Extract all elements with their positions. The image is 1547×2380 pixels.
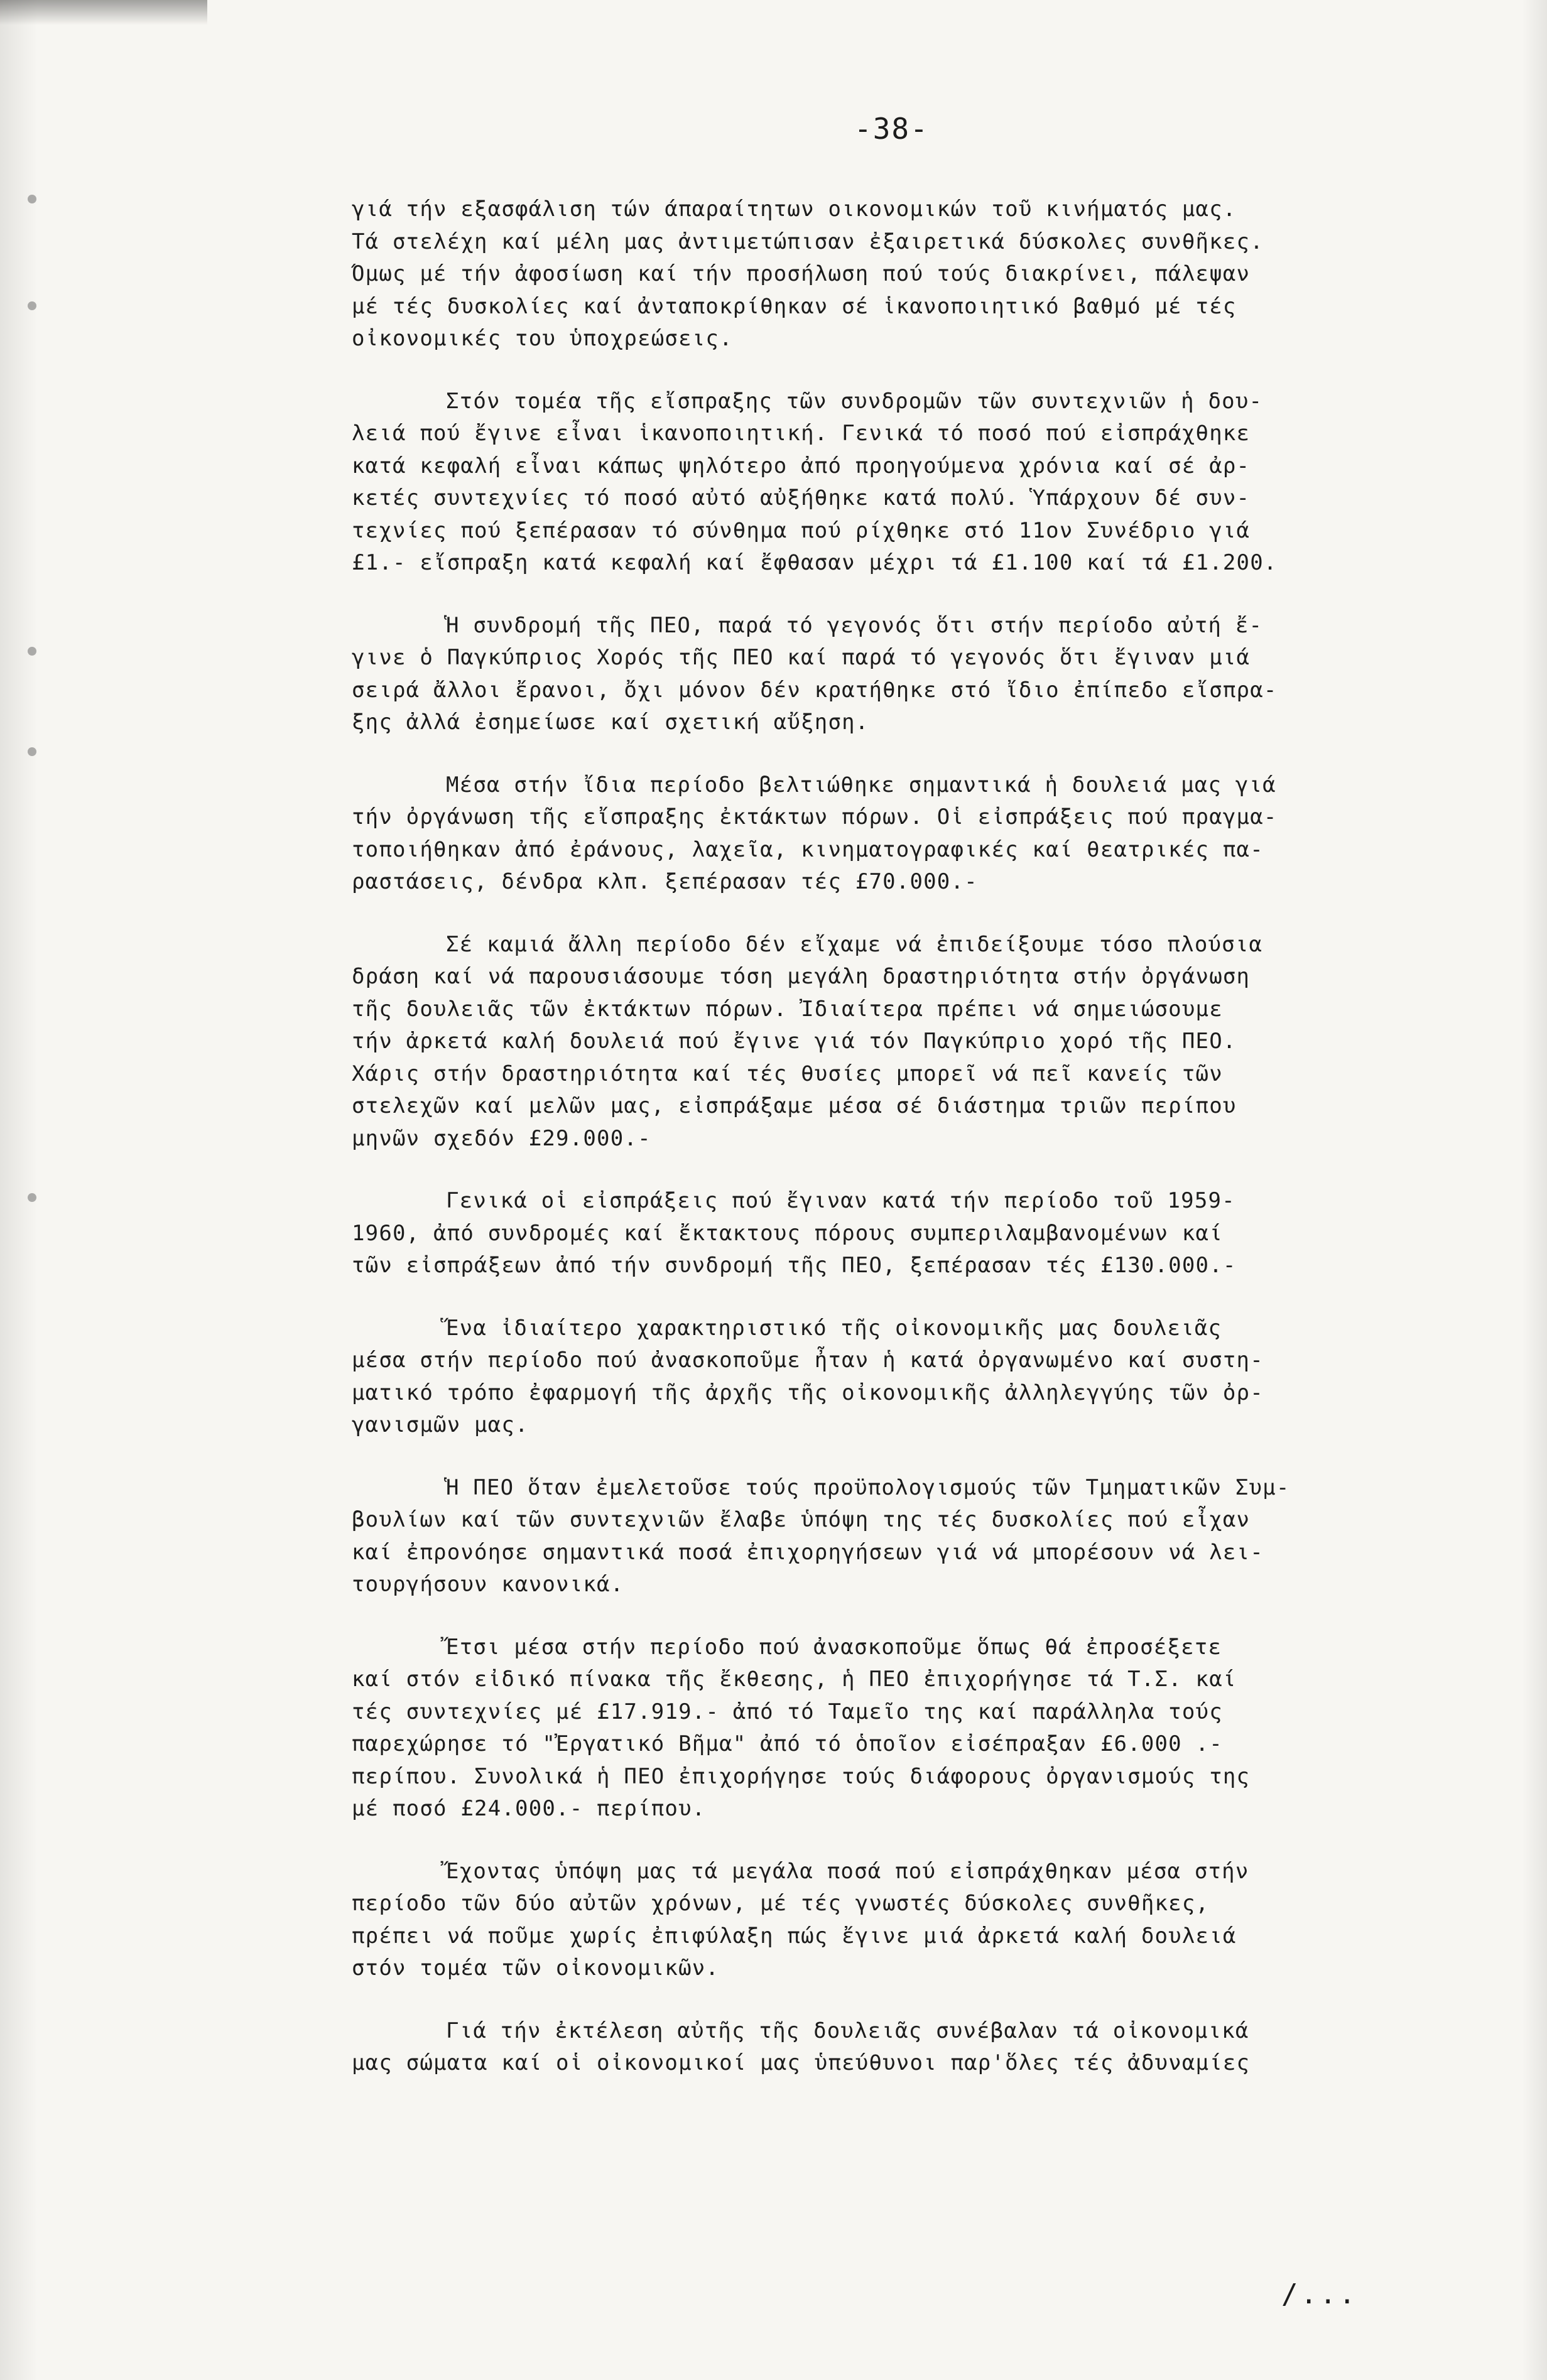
text-line: δράση καί νά παρουσιάσουμε τόση μεγάλη δραστηριότητα στήν ὀργάνωση — [352, 964, 1251, 989]
text-line: οἰκονομικές του ὑποχρεώσεις. — [352, 326, 733, 351]
text-line: Ἕνα ἰδιαίτερο χαρακτηριστικό τῆς οἰκονομικῆς μας δουλειᾶς — [446, 1315, 1222, 1341]
text-line: Γιά τήν ἐκτέλεση αὐτῆς τῆς δουλειᾶς συνέβαλαν τά οἰκονομικά — [446, 2018, 1249, 2043]
text-line: Ἔχοντας ὑπόψη μας τά μεγάλα ποσά πού εἰσπράχθηκαν μέσα στήν — [446, 1858, 1249, 1884]
binder-hole-mark — [28, 747, 36, 756]
text-line: κετές συντεχνίες τό ποσό αὐτό αὐξήθηκε κατά πολύ. Ὑπάρχουν δέ συν- — [352, 485, 1251, 511]
text-line: στελεχῶν καί μελῶν μας, εἰσπράξαμε μέσα σέ διάστημα τριῶν περίπου — [352, 1093, 1237, 1118]
text-line: μηνῶν σχεδόν £29.000.- — [352, 1125, 651, 1151]
text-line: 1960, ἀπό συνδρομές καί ἔκτακτους πόρους συμπεριλαμβανομένων καί — [352, 1220, 1223, 1246]
paragraph — [352, 386, 1482, 580]
text-line: τοποιήθηκαν ἀπό ἐράνους, λαχεῖα, κινηματογραφικές καί θεατρικές πα- — [352, 836, 1264, 862]
document-body — [352, 193, 1482, 2110]
text-line: Όμως μέ τήν ἀφοσίωση καί τήν προσήλωση πού τούς διακρίνει, πάλεψαν — [352, 261, 1251, 286]
page-number: -38- — [854, 112, 929, 146]
text-line: γιά τήν εξασφάλιση τών άπαραίτητων οικονομικών τοῦ κινήματός μας. — [352, 197, 1237, 222]
text-line: Ἔτσι μέσα στήν περίοδο πού ἀνασκοποῦμε ὅπως θά ἐπροσέξετε — [446, 1634, 1222, 1660]
scan-shadow-right — [1522, 0, 1547, 2380]
binder-hole-mark — [28, 301, 36, 310]
text-line: μέ τές δυσκολίες καί ἀνταποκρίθηκαν σέ ἱκανοποιητικό βαθμό μέ τές — [352, 293, 1237, 319]
paragraph — [352, 769, 1482, 899]
continuation-mark: /... — [1281, 2278, 1358, 2310]
text-line: γανισμῶν μας. — [352, 1412, 529, 1437]
scan-shadow-left — [0, 0, 38, 2380]
text-line: γινε ὁ Παγκύπριος Χορός τῆς ΠΕΟ καί παρά τό γεγονός ὅτι ἔγιναν μιά — [352, 645, 1251, 670]
binder-hole-mark — [28, 647, 36, 656]
text-line: Στόν τομέα τῆς εἴσπραξης τῶν συνδρομῶν τῶν συντεχνιῶν ἡ δου- — [446, 388, 1263, 414]
paragraph — [352, 1856, 1482, 1985]
text-line: παρεχώρησε τό "Ἐργατικό Βῆμα" ἀπό τό ὁποῖον εἰσέπραξαν £6.000 .- — [352, 1731, 1223, 1756]
text-line: περίοδο τῶν δύο αὐτῶν χρόνων, μέ τές γνωστές δύσκολες συνθῆκες, — [352, 1891, 1210, 1916]
paragraph — [352, 1185, 1482, 1282]
binder-hole-mark — [28, 195, 36, 203]
text-line: καί στόν εἰδικό πίνακα τῆς ἔκθεσης, ἡ ΠΕΟ ἐπιχορήγησε τά Τ.Σ. καί — [352, 1667, 1237, 1692]
text-line: τουργήσουν κανονικά. — [352, 1572, 624, 1597]
binder-hole-mark — [28, 1193, 36, 1202]
text-line: τές συντεχνίες μέ £17.919.- ἀπό τό Ταμεῖο της καί παράλληλα τούς — [352, 1699, 1223, 1724]
paragraph — [352, 1631, 1482, 1826]
text-line: Τά στελέχη καί μέλη μας ἀντιμετώπισαν ἐξαιρετικά δύσκολες συνθῆκες. — [352, 229, 1264, 254]
text-line: μέσα στήν περίοδο πού ἀνασκοποῦμε ἦταν ἡ κατά ὀργανωμένο καί συστη- — [352, 1348, 1264, 1373]
paragraph — [352, 2015, 1482, 2080]
text-line: στόν τομέα τῶν οἰκονομικῶν. — [352, 1955, 720, 1981]
paragraph — [352, 929, 1482, 1155]
text-line: βουλίων καί τῶν συντεχνιῶν ἔλαβε ὑπόψη της τές δυσκολίες πού εἶχαν — [352, 1507, 1251, 1532]
text-line: λειά πού ἔγινε εἶναι ἱκανοποιητική. Γενικά τό ποσό πού εἰσπράχθηκε — [352, 421, 1251, 446]
paragraph — [352, 610, 1482, 739]
scan-corner-smudge — [0, 0, 207, 25]
text-line: πρέπει νά ποῦμε χωρίς ἐπιφύλαξη πώς ἔγινε μιά ἀρκετά καλή δουλειά — [352, 1923, 1237, 1949]
text-line: τῶν εἰσπράξεων ἀπό τήν συνδρομή τῆς ΠΕΟ, ξεπέρασαν τές £130.000.- — [352, 1253, 1237, 1278]
text-line: κατά κεφαλή εἶναι κάπως ψηλότερο ἀπό προηγούμενα χρόνια καί σέ ἀρ- — [352, 453, 1251, 479]
text-line: ματικό τρόπο ἐφαρμογή τῆς ἀρχῆς τῆς οἰκονομικῆς ἀλληλεγγύης τῶν ὀρ- — [352, 1380, 1264, 1405]
paragraph — [352, 1312, 1482, 1442]
text-line: £1.- εἴσπραξη κατά κεφαλή καί ἔφθασαν μέχρι τά £1.100 καί τά £1.200. — [352, 550, 1278, 575]
text-line: μέ ποσό £24.000.- περίπου. — [352, 1796, 706, 1821]
paragraph — [352, 193, 1482, 355]
text-line: περίπου. Συνολικά ἡ ΠΕΟ ἐπιχορήγησε τούς διάφορους ὀργανισμούς της — [352, 1763, 1251, 1789]
text-line: σειρά ἄλλοι ἔρανοι, ὄχι μόνον δέν κρατήθηκε στό ἴδιο ἐπίπεδο εἴσπρα- — [352, 677, 1278, 703]
text-line: Σέ καμιά ἄλλη περίοδο δέν εἴχαμε νά ἐπιδείξουμε τόσο πλούσια — [446, 931, 1263, 957]
text-line: τήν ὀργάνωση τῆς εἴσπραξης ἐκτάκτων πόρων. Οἱ εἰσπράξεις πού πραγμα- — [352, 804, 1278, 830]
text-line: Ἡ συνδρομή τῆς ΠΕΟ, παρά τό γεγονός ὅτι στήν περίοδο αὐτή ἔ- — [446, 612, 1263, 638]
text-line: τῆς δουλειᾶς τῶν ἐκτάκτων πόρων. Ἰδιαίτερα πρέπει νά σημειώσουμε — [352, 996, 1223, 1022]
text-line: ραστάσεις, δένδρα κλπ. ξεπέρασαν τές £70.000.- — [352, 869, 978, 894]
text-line: Ἡ ΠΕΟ ὅταν ἐμελετοῦσε τούς προϋπολογισμούς τῶν Τμηματικῶν Συμ- — [446, 1474, 1290, 1500]
text-line: μας σώματα καί οἱ οἰκονομικοί μας ὑπεύθυνοι παρ'ὅλες τές ἀδυναμίες — [352, 2050, 1251, 2075]
text-line: καί ἐπρονόησε σημαντικά ποσά ἐπιχορηγήσεων γιά νά μπορέσουν νά λει- — [352, 1539, 1264, 1565]
text-line: Χάρις στήν δραστηριότητα καί τές θυσίες μπορεῖ νά πεῖ κανείς τῶν — [352, 1061, 1223, 1086]
text-line: Μέσα στήν ἴδια περίοδο βελτιώθηκε σημαντικά ἡ δουλειά μας γιά — [446, 772, 1276, 798]
text-line: Γενικά οἱ εἰσπράξεις πού ἔγιναν κατά τήν περίοδο τοῦ 1959- — [446, 1188, 1235, 1213]
text-line: ξης ἀλλά ἐσημείωσε καί σχετική αὔξηση. — [352, 710, 869, 735]
text-line: τήν ἀρκετά καλή δουλειά πού ἔγινε γιά τόν Παγκύπριο χορό τῆς ΠΕΟ. — [352, 1029, 1237, 1054]
paragraph — [352, 1472, 1482, 1601]
text-line: τεχνίες πού ξεπέρασαν τό σύνθημα πού ρίχθηκε στό 11ον Συνέδριο γιά — [352, 517, 1251, 543]
